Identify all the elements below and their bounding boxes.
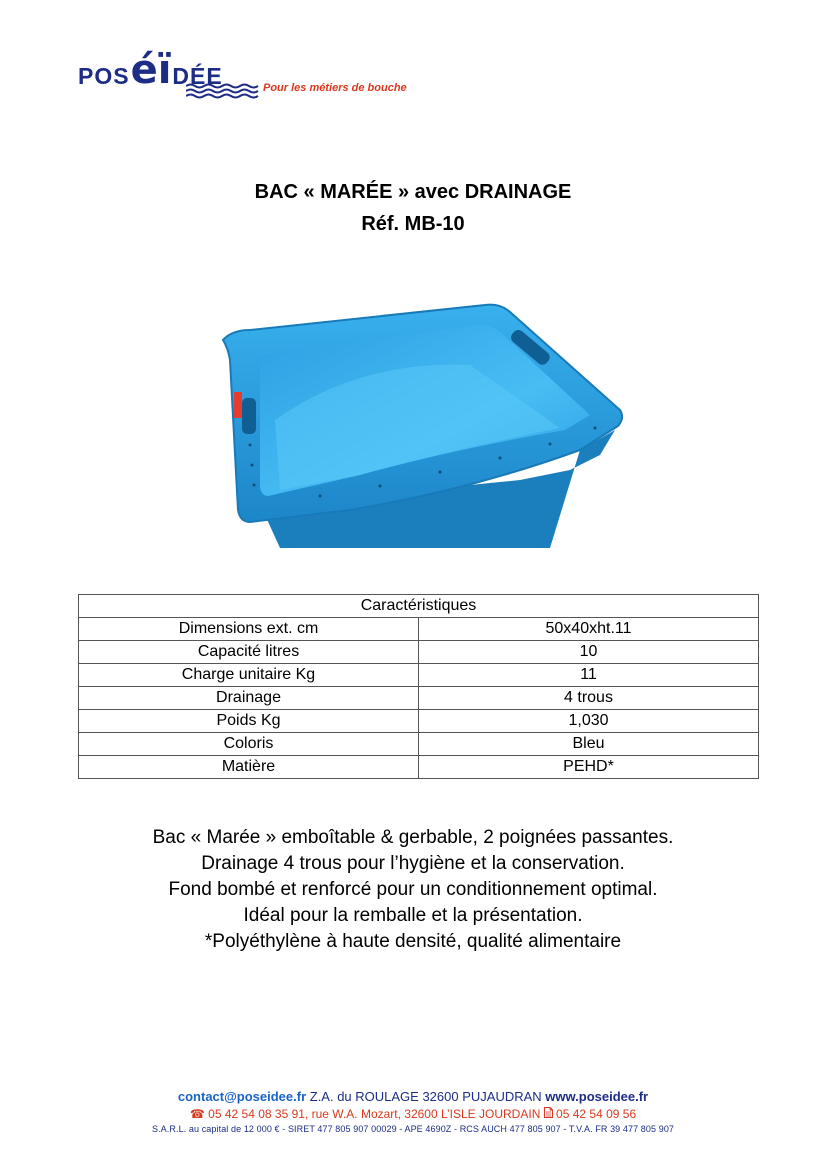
- waves-icon: [186, 82, 260, 100]
- logo-text-pos: POS: [78, 63, 130, 89]
- product-description: [0, 825, 826, 955]
- spec-label: Dimensions ext. cm: [79, 618, 419, 641]
- footer-contact-line: [0, 1089, 826, 1104]
- spec-label: Coloris: [79, 733, 419, 756]
- logo-tagline: Pour les métiers de bouche: [263, 82, 407, 94]
- spec-label: Charge unitaire Kg: [79, 664, 419, 687]
- company-logo: [78, 42, 438, 102]
- product-image-blue-crate: [220, 300, 625, 550]
- spec-label: Capacité litres: [79, 641, 419, 664]
- table-row: [79, 710, 759, 733]
- specs-header: Caractéristiques: [79, 595, 759, 618]
- table-row: [79, 687, 759, 710]
- logo-text-ei: éï: [130, 47, 172, 93]
- logo-text-dee: DÉE: [172, 63, 223, 89]
- description-line: Bac « Marée » emboîtable & gerbable, 2 poignées passantes.: [152, 827, 674, 848]
- spec-value: PEHD*: [419, 756, 759, 779]
- footer-phone-line: [0, 1107, 826, 1121]
- description-line: *Polyéthylène à haute densité, qualité alimentaire: [204, 931, 622, 952]
- phone-icon: ☎: [189, 1107, 205, 1121]
- footer-phone: 05 42 54 08 35: [204, 1107, 289, 1121]
- footer-address-2: 91, rue W.A. Mozart, 32600 L’ISLE JOURDAIN: [288, 1107, 544, 1121]
- footer-address-1: Z.A. du ROULAGE 32600 PUJAUDRAN: [306, 1089, 546, 1104]
- spec-value: 10: [419, 641, 759, 664]
- specs-header-row: [79, 595, 759, 618]
- page-footer: [0, 1089, 826, 1134]
- table-row: [79, 733, 759, 756]
- table-row: [79, 618, 759, 641]
- fax-icon: [544, 1107, 553, 1118]
- spec-value: 4 trous: [419, 687, 759, 710]
- table-row: [79, 756, 759, 779]
- footer-website-link[interactable]: www.poseidee.fr: [545, 1089, 649, 1104]
- footer-legal: S.A.R.L. au capital de 12 000 € - SIRET 477 805 907 00029 - APE 4690Z - RCS AUCH 477 805 907 - T.V.A. FR 39 477 805 907: [151, 1124, 675, 1134]
- spec-value: Bleu: [419, 733, 759, 756]
- table-row: [79, 664, 759, 687]
- footer-email-link[interactable]: contact@poseidee.fr: [177, 1089, 307, 1104]
- product-reference: Réf. MB-10: [361, 213, 465, 235]
- spec-label: Poids Kg: [79, 710, 419, 733]
- spec-label: Matière: [79, 756, 419, 779]
- spec-value: 1,030: [419, 710, 759, 733]
- description-line: Drainage 4 trous pour l’hygiène et la conservation.: [201, 853, 625, 874]
- specs-table: [78, 594, 759, 779]
- footer-fax: 05 42 54 09 56: [552, 1107, 637, 1121]
- spec-label: Drainage: [79, 687, 419, 710]
- spec-value: 50x40xht.11: [419, 618, 759, 641]
- description-line: Fond bombé et renforcé pour un conditionnement optimal.: [168, 879, 658, 900]
- description-line: Idéal pour la remballe et la présentation.: [243, 905, 583, 926]
- spec-value: 11: [419, 664, 759, 687]
- page-title: BAC « MARÉE » avec DRAINAGE: [254, 181, 572, 203]
- table-row: [79, 641, 759, 664]
